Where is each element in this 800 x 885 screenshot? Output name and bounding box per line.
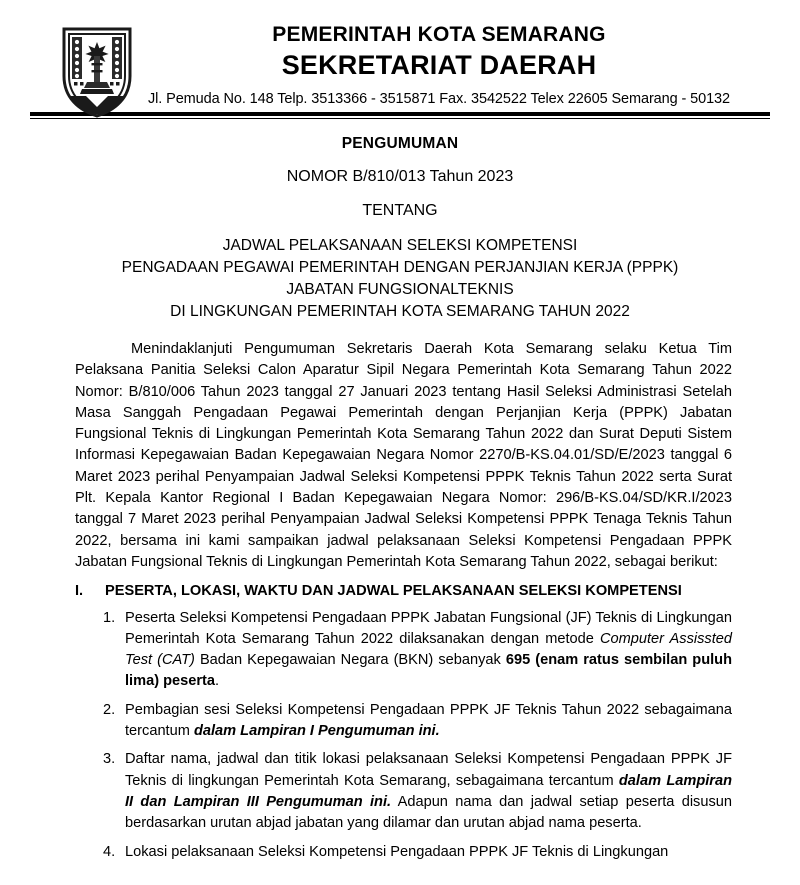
list-item <box>75 842 732 863</box>
item1-text-part2: Badan Kepegawaian Negara (BKN) sebanyak <box>194 652 506 669</box>
list-item <box>75 608 732 693</box>
item1-text-part3: . <box>215 673 220 690</box>
item2-text-part1: Pembagian sesi Seleksi Kompetensi Pengadaan PPPK JF Teknis Tahun 2022 sebagaimana tercantum <box>125 701 732 740</box>
subject-line-1: JADWAL PELAKSANAAN SELEKSI KOMPETENSI <box>222 237 578 254</box>
list-item <box>75 700 732 743</box>
page-title: PENGUMUMAN <box>341 135 459 152</box>
subject-line-3: JABATAN FUNGSIONALTEKNIS <box>286 281 514 298</box>
list-item-number: 3. <box>103 751 116 768</box>
opening-paragraph-block <box>75 339 732 573</box>
about-label: TENTANG <box>362 202 438 219</box>
divider-thin-line <box>30 118 770 119</box>
org-name-line2: SEKRETARIAT DAERAH <box>281 50 597 81</box>
item1-text-part1: Peserta Seleksi Kompetensi Pengadaan PPPK Jabatan Fungsional (JF) Teknis di Lingkungan Pemerintah Kota Semarang Tahun 2022 dilaksanakan dengan metode <box>125 609 732 647</box>
section-number: I. <box>75 583 84 600</box>
document-title-block <box>30 135 770 323</box>
letterhead <box>30 0 770 108</box>
list-item <box>75 749 732 834</box>
letterhead-divider <box>30 112 770 119</box>
item3-text-part1: Daftar nama, jadwal dan titik lokasi pelaksanaan Seleksi Kompetensi Pengadaan PPPK JF Teknis di lingkungan Pemerintah Kota Semarang, sebagaimana tercantum <box>125 751 732 789</box>
list-item-text <box>125 842 732 863</box>
list-item-number: 4. <box>103 843 116 860</box>
item4-text-part1: Lokasi pelaksanaan Seleksi Kompetensi Pengadaan PPPK JF Teknis di Lingkungan <box>125 843 669 860</box>
list-item-number: 2. <box>103 701 116 718</box>
section-title: PESERTA, LOKASI, WAKTU DAN JADWAL PELAKSANAAN SELEKSI KOMPETENSI <box>105 583 682 600</box>
document-subject <box>30 235 770 323</box>
letterhead-address: Jl. Pemuda No. 148 Telp. 3513366 - 3515871 Fax. 3542522 Telex 22605 Semarang - 50132 <box>148 90 730 107</box>
item2-bold-italic-lampiran: dalam Lampiran I Pengumuman ini. <box>193 723 440 740</box>
item3-bold-italic-lampiran: dalam Lampiran II dan Lampiran III Pengumuman ini. <box>125 772 733 810</box>
section-I-item-list <box>75 608 732 863</box>
org-name-line1: PEMERINTAH KOTA SEMARANG <box>272 23 606 46</box>
item3-text-part2: Adapun nama dan jadwal setiap peserta disusun berdasarkan urutan abjad jabatan yang dilamar dan urutan abjad nama peserta. <box>125 793 733 832</box>
opening-paragraph: Menindaklanjuti Pengumuman Sekretaris Daerah Kota Semarang selaku Ketua Tim Pelaksana Panitia Seleksi Calon Aparatur Sipil Negara Pemerintah Kota Semarang Tahun 2022 Nomor: B/810/006 Tahun 2023 tanggal 27 Januari 2023 tentang Hasil Seleksi Administrasi Setelah Masa Sanggah Pengadaan Pegawai Pemerintah dengan Perjanjian Kerja (PPPK) Jabatan Fungsional Teknis di Lingkungan Pemerintah Kota Semarang Tahun 2022 dan Surat Deputi Sistem Informasi Kepegawaian Badan Kepegawaian Negara Nomor 2270/B-KS.04.01/SD/E/2023 tanggal 6 Maret 2023 perihal Penyampaian Jadwal Seleksi Kompetensi PPPK Teknis Tahun 2022 serta Surat Plt. Kepala Kantor Regional I Badan Kepegawaian Negara Nomor: 296/B-KS.04/SD/KR.I/2023 tanggal 7 Maret 2023 perihal Penyampaian Jadwal Seleksi Kompetensi PPPK Tenaga Teknis Tahun 2022, bersama ini kami sampaikan jadwal pelaksanaan Seleksi Kompetensi Pengadaan PPPK Jabatan Fungsional Teknis di Lingkungan Pemerintah Kota Semarang Tahun 2022, sebagai berikut: <box>75 341 732 570</box>
section-heading-I <box>75 581 732 602</box>
item1-bold-count: 695 (enam ratus sembilan puluh lima) peserta <box>125 652 732 690</box>
divider-thick-line <box>30 112 770 116</box>
list-item-text <box>125 749 732 834</box>
letterhead-text <box>118 22 770 107</box>
list-item-number: 1. <box>103 609 116 626</box>
item1-italic-cat: Computer Assissted Test (CAT) <box>125 630 732 669</box>
document-number: NOMOR B/810/013 Tahun 2023 <box>286 168 514 185</box>
subject-line-4: DI LINGKUNGAN PEMERINTAH KOTA SEMARANG TAHUN 2022 <box>170 303 630 320</box>
list-item-text <box>125 608 732 693</box>
list-item-text <box>125 700 732 743</box>
subject-line-2: PENGADAAN PEGAWAI PEMERINTAH DENGAN PERJANJIAN KERJA (PPPK) <box>121 259 679 276</box>
